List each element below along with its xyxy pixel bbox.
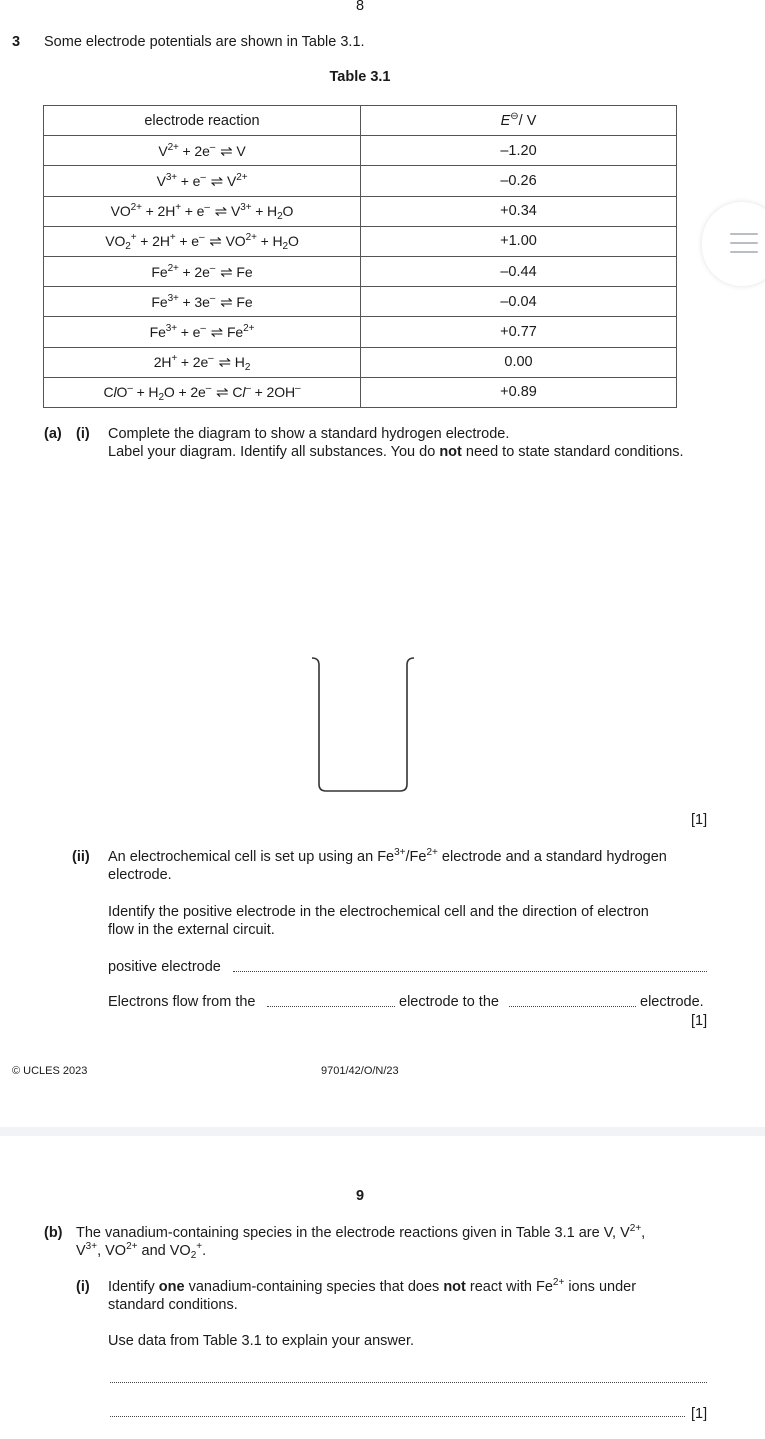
- electrode-potentials-table: [43, 105, 677, 408]
- reaction-cell: $V^{3+} + e^-$ ⇌ $V^{2+}$: [44, 166, 361, 196]
- table-row: [44, 226, 677, 256]
- positive-electrode-answer-line[interactable]: [233, 960, 707, 972]
- table-row: [44, 347, 677, 377]
- positive-electrode-label: positive electrode: [108, 959, 221, 975]
- part-a-ii-label: (ii): [72, 849, 90, 865]
- electrons-from-label: Electrons flow from the: [108, 994, 256, 1010]
- part-b-i-label: (i): [76, 1279, 90, 1295]
- part-a-ii-mark: [1]: [691, 1013, 708, 1029]
- reaction-cell: $ClO^- + H_2O + 2e^-$ ⇌ Cl– + 2OH–: [44, 377, 361, 407]
- table-row: [44, 377, 677, 407]
- part-b-i-text-line1: Identify one vanadium-containing species that does not react with $Fe^{2+}$ ions under: [108, 1277, 637, 1295]
- page-number: 9: [355, 1188, 365, 1204]
- reaction-cell: $VO^{2+} + 2H^+ + e^-$ ⇌ $V^{3+} + H_2O$: [44, 196, 361, 226]
- part-a-i-mark: [1]: [691, 812, 708, 828]
- potential-cell: +0.89: [361, 377, 677, 407]
- reaction-cell: $Fe^{2+} + 2e^-$ ⇌ Fe: [44, 256, 361, 286]
- paper-code: 9701/42/O/N/23: [321, 1065, 399, 1077]
- copyright: © UCLES 2023: [12, 1065, 88, 1077]
- part-b-i-mark: [1]: [691, 1406, 708, 1422]
- reaction-cell: $Fe^{3+} + 3e^-$ ⇌ Fe: [44, 287, 361, 317]
- question-intro: Some electrode potentials are shown in Table 3.1.: [44, 34, 365, 50]
- part-a-i-text-line2: Label your diagram. Identify all substances. You do not need to state standard conditions.: [108, 444, 684, 460]
- menu-icon: [730, 233, 758, 235]
- part-a-i-text-line1: Complete the diagram to show a standard hydrogen electrode.: [108, 426, 510, 442]
- part-b-i-text-line3: Use data from Table 3.1 to explain your answer.: [108, 1333, 415, 1349]
- electrode-to-label: electrode to the: [399, 994, 499, 1010]
- beaker-diagram: [308, 652, 416, 796]
- table-row: [44, 287, 677, 317]
- table-row: [44, 317, 677, 347]
- beaker-outline: [312, 658, 414, 791]
- electrons-to-answer-line[interactable]: [509, 995, 636, 1007]
- reaction-cell: $VO_2^+ + 2H^+ + e^-$ ⇌ $VO^{2+} + H_2O$: [44, 226, 361, 256]
- potential-cell: 0.00: [361, 347, 677, 377]
- header-electrode-reaction: electrode reaction: [44, 106, 361, 136]
- table-row: [44, 166, 677, 196]
- part-b-label: (b): [44, 1225, 63, 1241]
- table-row: [44, 136, 677, 166]
- part-a-ii-text-line3: Identify the positive electrode in the electrochemical cell and the direction of electron: [108, 904, 649, 920]
- page-separator: [0, 1127, 765, 1136]
- question-number: 3: [12, 34, 21, 50]
- potential-cell: –1.20: [361, 136, 677, 166]
- page-number: 8: [355, 0, 365, 14]
- part-a-ii-text-line2: electrode.: [108, 867, 172, 883]
- reaction-cell: 2H+ + 2e– ⇌ $H_2$: [44, 347, 361, 377]
- potential-cell: –0.26: [361, 166, 677, 196]
- potential-cell: –0.44: [361, 256, 677, 286]
- electrode-end-label: electrode.: [640, 994, 704, 1010]
- reaction-cell: $Fe^{3+} + e^-$ ⇌ $Fe^{2+}$: [44, 317, 361, 347]
- potential-cell: +0.34: [361, 196, 677, 226]
- table-header-row: [44, 106, 677, 136]
- answer-line[interactable]: [110, 1371, 707, 1383]
- table-title: Table 3.1: [329, 69, 391, 85]
- part-a-ii-text-line4: flow in the external circuit.: [108, 922, 275, 938]
- part-b-text-line2: $V^{3+}$, $VO^{2+}$ and $VO_2^+$.: [76, 1241, 207, 1261]
- table-row: [44, 256, 677, 286]
- part-a-ii-text-line1: An electrochemical cell is set up using an $Fe^{3+}/Fe^{2+}$ electrode and a standard hydrogen: [108, 847, 667, 865]
- potential-cell: +0.77: [361, 317, 677, 347]
- part-a-label: (a): [44, 426, 62, 442]
- part-a-i-label: (i): [76, 426, 90, 442]
- part-b-text-line1: The vanadium-containing species in the electrode reactions given in Table 3.1 are V, $V^{2+}$,: [76, 1223, 646, 1241]
- answer-line[interactable]: [110, 1405, 685, 1417]
- electrons-from-answer-line[interactable]: [267, 995, 395, 1007]
- part-b-i-text-line2: standard conditions.: [108, 1297, 238, 1313]
- header-potential: E⊖/ V: [361, 106, 677, 136]
- potential-cell: –0.04: [361, 287, 677, 317]
- table-row: [44, 196, 677, 226]
- reaction-cell: $V^{2+} + 2e^-$ ⇌ V: [44, 136, 361, 166]
- potential-cell: +1.00: [361, 226, 677, 256]
